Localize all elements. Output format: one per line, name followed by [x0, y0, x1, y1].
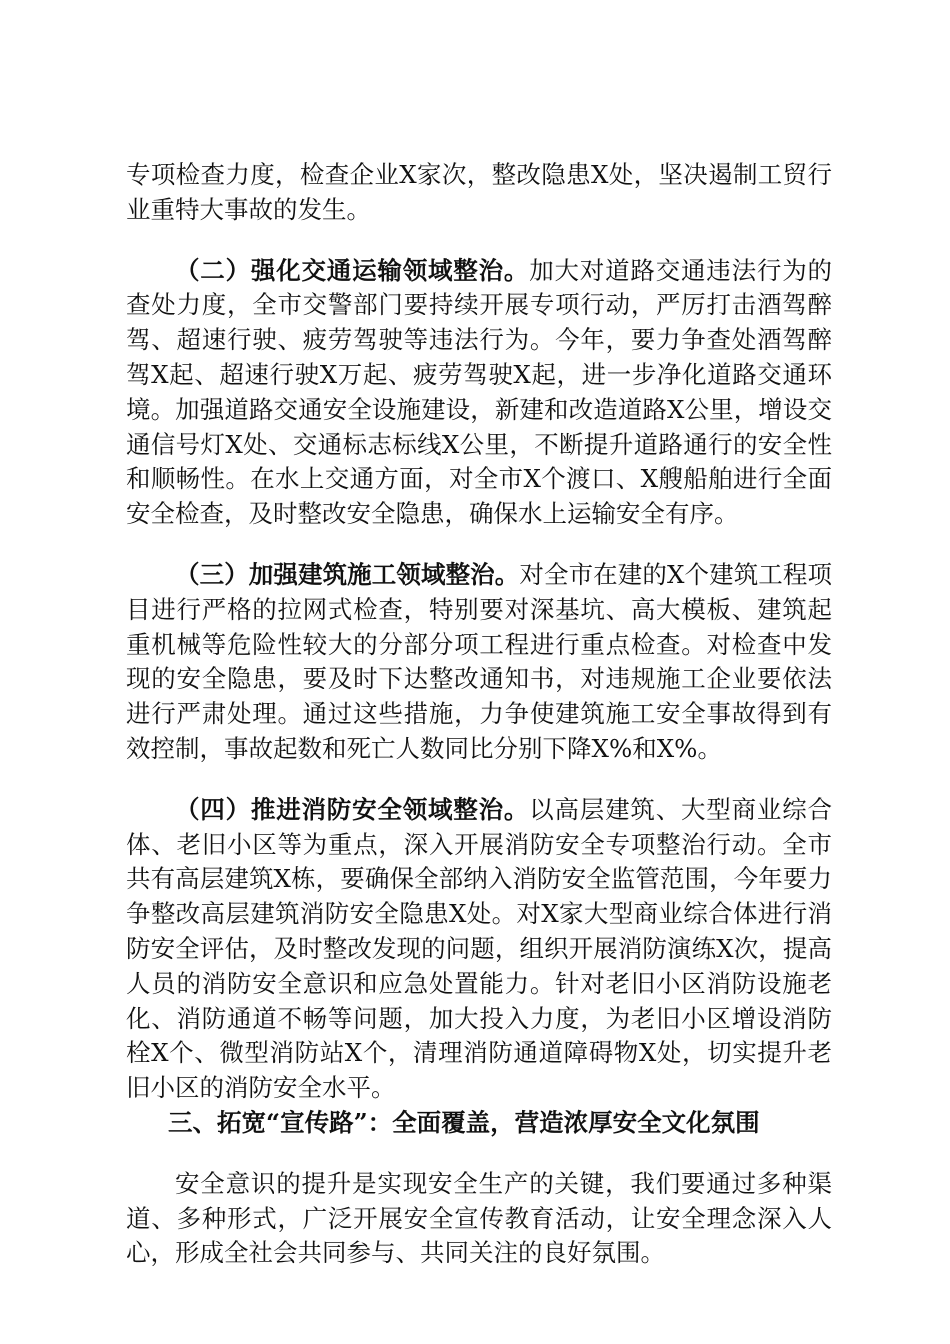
- section-construction-paragraph: [126, 558, 832, 767]
- section-traffic-body: 加大对道路交通违法行为的查处力度，全市交警部门要持续开展专项行动，严厉打击酒驾醉驾、超速行驶、疲劳驾驶等违法行为。今年，要力争查处酒驾醉驾X起、超速行驶X万起、疲劳驾驶X起，进一步净化道路交通环境。加强道路交通安全设施建设，新建和改造道路X公里，增设交通信号灯X处、交通标志标线X公里，不断提升道路通行的安全性和顺畅性。在水上交通方面，对全市X个渡口、X艘船舶进行全面安全检查，及时整改安全隐患，确保水上运输安全有序。: [126, 255, 833, 529]
- closing-paragraph: 安全意识的提升是实现安全生产的关键，我们要通过多种渠道、多种形式，广泛开展安全宣传教育活动，让安全理念深入人心，形成全社会共同参与、共同关注的良好氛围。: [126, 1168, 832, 1268]
- section-fire-safety-paragraph: [126, 793, 832, 1106]
- section-fire-safety-title: （四）推进消防安全领域整治。: [175, 794, 530, 824]
- paragraph-continued: 专项检查力度，检查企业X家次，整改隐患X处，坚决遏制工贸行业重特大事故的发生。: [126, 160, 832, 224]
- section-construction-body: 对全市在建的X个建筑工程项目进行严格的拉网式检查，特别要对深基坑、高大模板、建筑起重机械等危险性较大的分部分项工程进行重点检查。对检查中发现的安全隐患，要及时下达整改通知书，对违规施工企业要依法进行严肃处理。通过这些措施，力争使建筑施工安全事故得到有效控制，事故起数和死亡人数同比分别下降X%和X%。: [126, 559, 832, 763]
- section-construction-title: （三）加强建筑施工领域整治。: [175, 559, 520, 589]
- document-page: [126, 158, 832, 1271]
- section-traffic-paragraph: [126, 254, 832, 532]
- section-fire-safety-body: 以高层建筑、大型商业综合体、老旧小区等为重点，深入开展消防安全专项整治行动。全市共有高层建筑X栋，要确保全部纳入消防安全监管范围，今年要力争整改高层建筑消防安全隐患X处。对X家大型商业综合体进行消防安全评估，及时整改发现的问题，组织开展消防演练X次，提高人员的消防安全意识和应急处置能力。针对老旧小区消防设施老化、消防通道不畅等问题，加大投入力度，为老旧小区增设消防栓X个、微型消防站X个，清理消防通道障碍物X处，切实提升老旧小区的消防安全水平。: [126, 794, 833, 1103]
- chapter-heading: 三、拓宽“宣传路”：全面覆盖，营造浓厚安全文化氛围: [168, 1107, 760, 1137]
- section-traffic-title: （二）强化交通运输领域整治。: [175, 255, 530, 285]
